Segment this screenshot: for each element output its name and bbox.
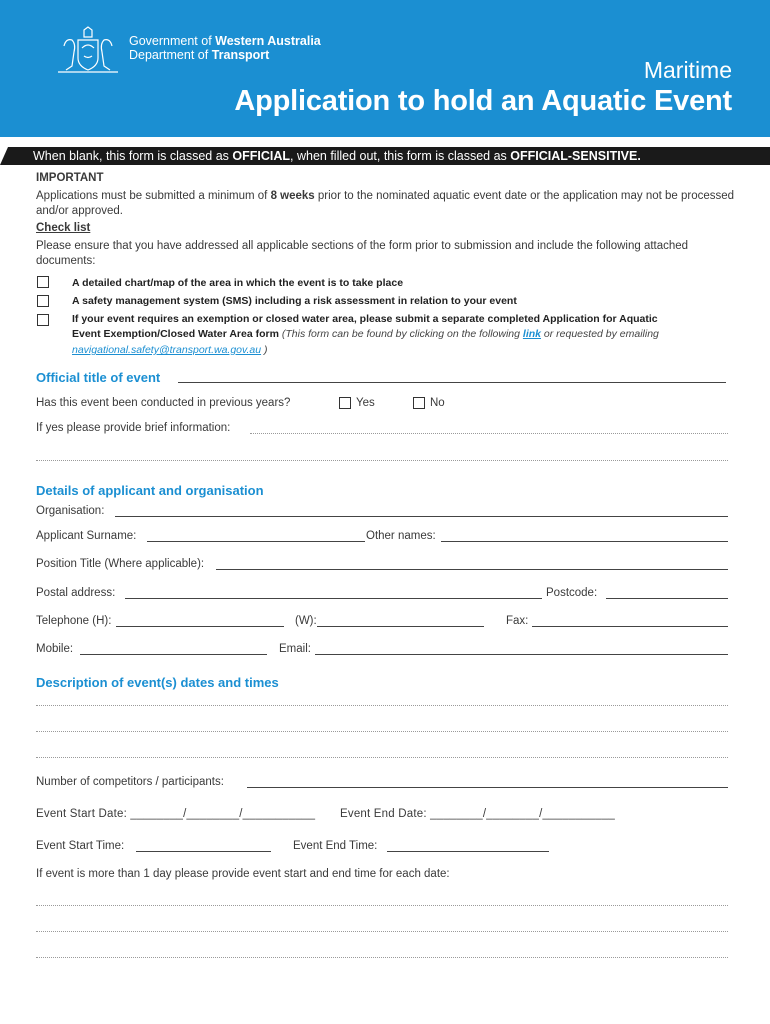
end-time-label: Event End Time:: [293, 840, 378, 852]
checklist-item-exemption-line3: navigational.safety@transport.wa.gov.au ): [72, 344, 268, 356]
event-start-date[interactable]: Event Start Date: ________/________/___________: [36, 808, 316, 820]
multi-day-line-1[interactable]: [36, 905, 728, 906]
start-time-input[interactable]: [136, 851, 271, 852]
previous-no-checkbox[interactable]: [413, 397, 425, 409]
multi-day-label: If event is more than 1 day please provide event start and end time for each date:: [36, 868, 450, 880]
checklist-checkbox-exemption[interactable]: [37, 314, 49, 326]
checklist-heading: Check list: [36, 222, 91, 234]
previous-yes-checkbox[interactable]: [339, 397, 351, 409]
checklist-item-sms: A safety management system (SMS) including a risk assessment in relation to your event: [72, 295, 517, 307]
competitors-label: Number of competitors / participants:: [36, 776, 224, 788]
fax-input[interactable]: [532, 626, 728, 627]
fax-label: Fax:: [506, 615, 529, 627]
header-banner: [0, 0, 770, 137]
mobile-label: Mobile:: [36, 643, 74, 655]
multi-day-line-3[interactable]: [36, 957, 728, 958]
section-label: Maritime: [643, 57, 732, 83]
previous-years-question: Has this event been conducted in previous years?: [36, 397, 291, 409]
description-line-3[interactable]: [36, 757, 728, 758]
important-text: Applications must be submitted a minimum of 8 weeks prior to the nominated aquatic event date or the application may not be processed and/or approved.: [36, 190, 735, 217]
competitors-input[interactable]: [247, 787, 728, 788]
important-heading: IMPORTANT: [36, 172, 104, 184]
checklist-checkbox-map[interactable]: [37, 276, 49, 288]
email-input[interactable]: [315, 654, 728, 655]
organisation-input[interactable]: [115, 516, 728, 517]
email-label: Email:: [279, 643, 311, 655]
postal-label: Postal address:: [36, 587, 116, 599]
postcode-label: Postcode:: [546, 587, 598, 599]
wa-crest-icon: [54, 26, 122, 78]
description-heading: Description of event(s) dates and times: [36, 675, 279, 690]
checklist-item-exemption: If your event requires an exemption or closed water area, please submit a separate completed Application for Aquatic: [72, 313, 658, 325]
brief-info-line-2[interactable]: [36, 460, 728, 461]
position-input[interactable]: [216, 569, 728, 570]
organisation-label: Organisation:: [36, 505, 105, 517]
page-title: Application to hold an Aquatic Event: [234, 85, 732, 117]
description-line-2[interactable]: [36, 731, 728, 732]
previous-no-label: No: [430, 397, 445, 409]
surname-label: Applicant Surname:: [36, 530, 137, 542]
email-link[interactable]: navigational.safety@transport.wa.gov.au: [72, 344, 262, 356]
position-label: Position Title (Where applicable):: [36, 558, 205, 570]
previous-yes-label: Yes: [356, 397, 375, 409]
checklist-intro: Please ensure that you have addressed all applicable sections of the form prior to submission and include the following attached documents:: [36, 240, 689, 267]
telephone-w-input[interactable]: [317, 626, 484, 627]
other-names-label: Other names:: [366, 530, 436, 542]
telephone-h-label: Telephone (H):: [36, 615, 112, 627]
telephone-w-label: (W):: [295, 615, 317, 627]
checklist-checkbox-sms[interactable]: [37, 295, 49, 307]
brief-info-label: If yes please provide brief information:: [36, 422, 231, 434]
description-line-1[interactable]: [36, 705, 728, 706]
event-title-label: Official title of event: [36, 370, 161, 385]
postcode-input[interactable]: [606, 598, 728, 599]
multi-day-line-2[interactable]: [36, 931, 728, 932]
end-time-input[interactable]: [387, 851, 549, 852]
start-time-label: Event Start Time:: [36, 840, 125, 852]
postal-input[interactable]: [125, 598, 542, 599]
brief-info-line-1[interactable]: [250, 433, 728, 434]
mobile-input[interactable]: [80, 654, 267, 655]
exemption-form-link[interactable]: link: [522, 328, 541, 340]
event-end-date[interactable]: Event End Date: ________/________/___________: [340, 808, 616, 820]
classification-text: When blank, this form is classed as OFFICIAL, when filled out, this form is classed as OFFICIAL-SENSITIVE.: [33, 149, 641, 163]
checklist-item-map: A detailed chart/map of the area in which the event is to take place: [72, 277, 404, 289]
applicant-heading: Details of applicant and organisation: [36, 483, 264, 498]
surname-input[interactable]: [147, 541, 365, 542]
checklist-item-exemption-line2: Event Exemption/Closed Water Area form (This form can be found by clicking on the following link or requested by emailing: [72, 328, 659, 340]
other-names-input[interactable]: [441, 541, 728, 542]
government-name: Government of Western Australia Department of Transport: [129, 34, 321, 62]
telephone-h-input[interactable]: [116, 626, 284, 627]
event-title-input[interactable]: [178, 382, 726, 383]
